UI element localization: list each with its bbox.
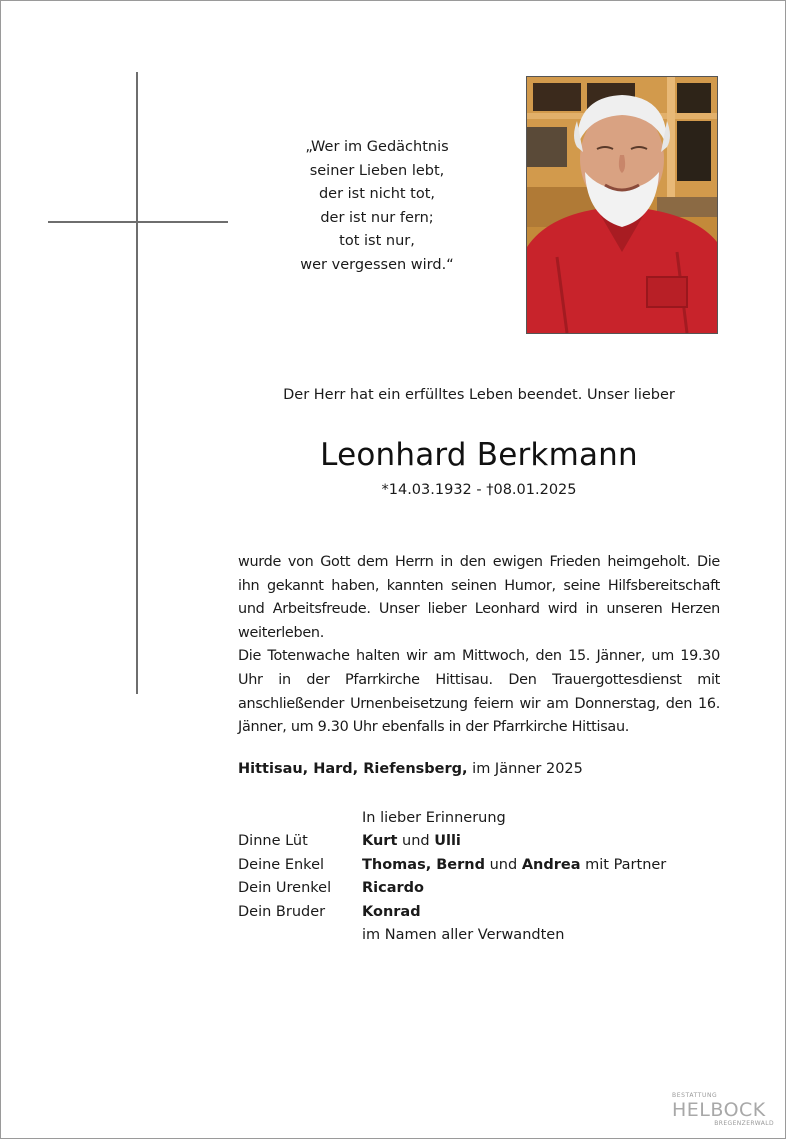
relation-label: Dein Bruder — [238, 903, 326, 920]
cross-horizontal-bar — [48, 221, 228, 223]
relation-label: Deine Enkel — [238, 856, 325, 873]
mourners-list — [238, 807, 720, 947]
obituary-text — [238, 551, 720, 740]
deceased-name: Leonhard Berkmann — [320, 437, 638, 473]
logo-main-text: HELBOCK — [672, 1099, 766, 1121]
quote-line: seiner Lieben lebt, — [309, 162, 445, 179]
memorial-quote — [262, 136, 492, 278]
logo-bottom-text: BREGENZERWALD — [714, 1120, 774, 1127]
quote-line: tot ist nur, — [339, 233, 415, 250]
place-and-date — [238, 761, 720, 777]
life-dates: *14.03.1932 - †08.01.2025 — [381, 482, 577, 498]
portrait-photo — [526, 76, 718, 334]
obituary-paragraph: Die Totenwache halten wir am Mittwoch, den 15. Jänner, um 19.30 Uhr in der Pfarrkirche Hittisau. Den Trauergottesdienst mit anschließender Urnenbeisetzung feiern wir am Donnerstag, den 16. Jänner, um 9.30 Uhr ebenfalls in der Pfarrkirche Hittisau. — [238, 648, 720, 736]
mourner-row: Dinne Lüt Kurt und Ulli — [238, 830, 720, 853]
month-year: im Jänner 2025 — [467, 761, 583, 777]
place-names: Hittisau, Hard, Riefensberg, — [238, 761, 468, 777]
mourner-row — [238, 901, 720, 924]
funeral-home-logo — [672, 1092, 778, 1128]
quote-line: der ist nur fern; — [320, 209, 434, 226]
quote-line: der ist nicht tot, — [318, 186, 436, 203]
quote-line: wer vergessen wird.“ — [300, 256, 454, 273]
mourners-footer: im Namen aller Verwandten — [362, 927, 565, 944]
quote-line: „Wer im Gedächtnis — [305, 139, 449, 155]
mourner-name: Ricardo — [362, 880, 425, 897]
mourners-footer-row — [238, 924, 720, 947]
mourner-name: Thomas, Bernd — [362, 856, 485, 873]
mourner-name: Ulli — [434, 833, 461, 850]
relation-label: Dinne Lüt — [238, 833, 308, 850]
obituary-paragraph: wurde von Gott dem Herrn in den ewigen Frieden heimgeholt. Die ihn gekannt haben, kannten seinen Humor, seine Hilfsbereitschaft und Arbeitsfreude. Unser lieber Leonhard wird in unseren Herzen weiterleben. — [238, 554, 720, 641]
logo-top-text: BESTATTUNG — [672, 1092, 718, 1099]
intro-text: Der Herr hat ein erfülltes Leben beendet. Unser lieber — [283, 387, 675, 403]
mourner-name: Andrea — [521, 856, 581, 873]
mourner-name: Kurt — [362, 833, 398, 850]
cross-vertical-bar — [136, 72, 138, 694]
mourners-header: In lieber Erinnerung — [362, 810, 506, 826]
relation-label: Dein Urenkel — [238, 880, 332, 897]
mourner-row — [238, 877, 720, 900]
mourners-header-row — [238, 807, 720, 830]
mourner-name: Konrad — [362, 903, 421, 920]
mourner-row: Deine Enkel Thomas, Bernd und Andrea mit Partner — [238, 854, 720, 877]
